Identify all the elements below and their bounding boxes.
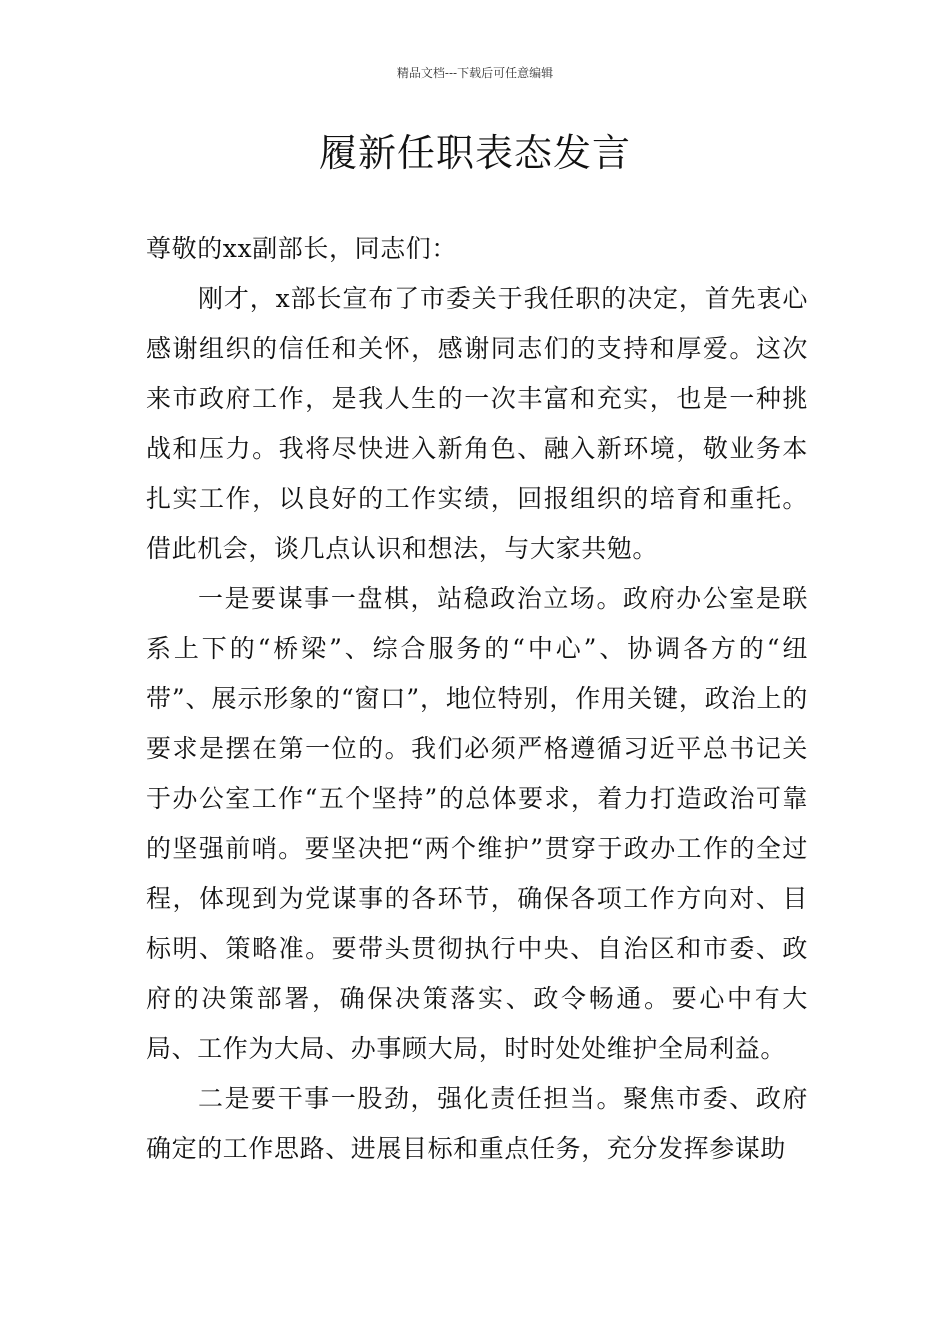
document-title: 履新任职表态发言 (318, 131, 631, 175)
paragraph-3: 二是要干事一股劲，强化责任担当。聚焦市委、政府确定的工作思路、进展目标和重点任务，充分发挥参谋助 (146, 1084, 808, 1163)
paragraph-1: 刚才，x部长宣布了市委关于我任职的决定，首先衷心感谢组织的信任和关怀，感谢同志们的支持和厚爱。这次来市政府工作，是我人生的一次丰富和充实，也是一种挑战和压力。我将尽快进入新角色、融入新环境，敬业务本扎实工作，以良好的工作实绩，回报组织的培育和重托。借此机会，谈几点认识和想法，与大家共勉。 (146, 284, 808, 563)
header-note: 精品文档---下载后可任意编辑 (396, 66, 554, 80)
paragraph-2: 一是要谋事一盘棋，站稳政治立场。政府办公室是联系上下的“桥梁”、综合服务的“中心”、协调各方的“纽带”、展示形象的“窗口”，地位特别，作用关键，政治上的要求是摆在第一位的。我们必须严格遵循习近平总书记关于办公室工作“五个坚持”的总体要求，着力打造政治可靠的坚强前哨。要坚决把“两个维护”贯穿于政办工作的全过程，体现到为党谋事的各环节，确保各项工作方向对、目标明、策略准。要带头贯彻执行中央、自治区和市委、政府的决策部署，确保决策落实、政令畅通。要心中有大局、工作为大局、办事顾大局，时时处处维护全局利益。 (146, 584, 808, 1063)
salutation: 尊敬的xx副部长，同志们： (146, 234, 457, 263)
document-body (146, 224, 808, 1174)
